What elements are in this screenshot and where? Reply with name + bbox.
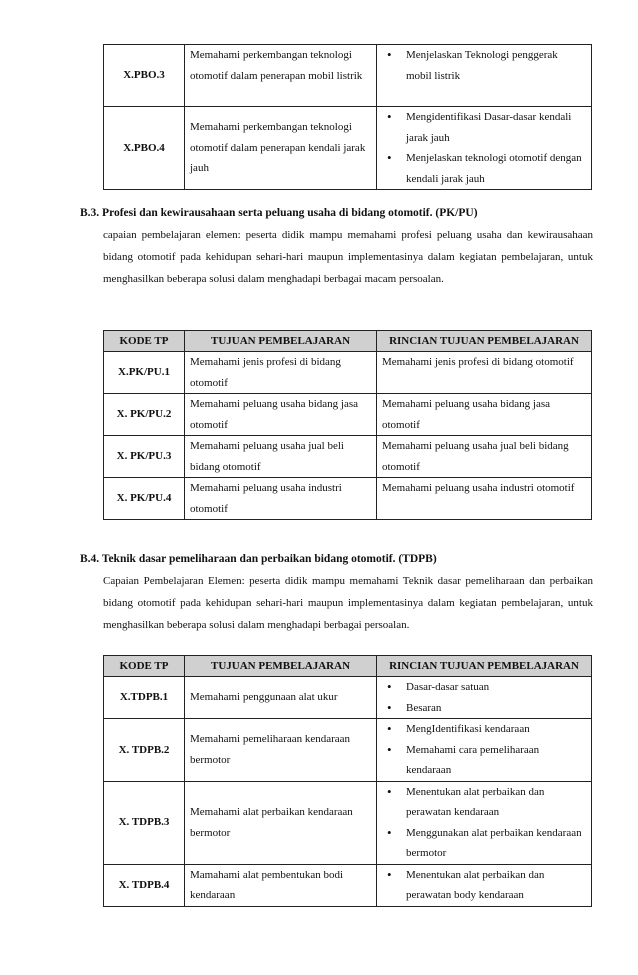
list-item: • Memahami cara pemeliharaan kendaraan xyxy=(382,740,586,781)
tujuan-cell: Memahami alat perbaikan kendaraan bermotor xyxy=(185,781,377,864)
table-row xyxy=(104,45,592,107)
table-row xyxy=(104,677,592,719)
tujuan-cell: Mamahami alat pembentukan bodi kendaraan xyxy=(185,864,377,906)
rincian-cell xyxy=(377,719,592,782)
rincian-cell xyxy=(377,45,592,107)
pkpu-table xyxy=(103,330,592,520)
section-heading-b4: B.4. Teknik dasar pemeliharaan dan perbaikan bidang otomotif. (TDPB) xyxy=(80,553,437,565)
header-rincian: RINCIAN TUJUAN PEMBELAJARAN xyxy=(377,331,592,352)
table-row xyxy=(104,394,592,436)
rincian-cell xyxy=(377,864,592,906)
kode-tp-cell: X. TDPB.4 xyxy=(104,864,185,906)
header-kode-tp: KODE TP xyxy=(104,331,185,352)
tujuan-cell: Memahami pemeliharaan kendaraan bermotor xyxy=(185,719,377,782)
kode-tp-cell: X.PBO.3 xyxy=(104,45,185,107)
tujuan-cell: Memahami perkembangan teknologi otomotif dalam penerapan kendali jarak jauh xyxy=(185,107,377,190)
table-header-row xyxy=(104,331,592,352)
list-item: • Menentukan alat perbaikan dan perawatan body kendaraan xyxy=(382,865,586,906)
list-item: • Mengidentifikasi Dasar-dasar kendali jarak jauh xyxy=(382,107,586,148)
table-row xyxy=(104,478,592,520)
tujuan-cell: Memahami penggunaan alat ukur xyxy=(185,677,377,719)
tujuan-cell: Memahami peluang usaha industri otomotif xyxy=(185,478,377,520)
rincian-cell: Memahami jenis profesi di bidang otomotif xyxy=(377,352,592,394)
kode-tp-cell: X. PK/PU.2 xyxy=(104,394,185,436)
section-paragraph-b4: Capaian Pembelajaran Elemen: peserta didik mampu memahami Teknik dasar pemeliharaan dan perbaikan bidang otomotif pada kehidupan sehari-hari maupun implementasinya dalam kegiatan pembelajaran, untuk menghasilkan beberapa solusi dalam menghadapi berbagai persoalan. xyxy=(103,575,593,631)
table-row xyxy=(104,436,592,478)
table-row xyxy=(104,781,592,864)
tujuan-cell: Memahami perkembangan teknologi otomotif dalam penerapan mobil listrik xyxy=(185,45,377,107)
table-header-row xyxy=(104,656,592,677)
header-kode-tp: KODE TP xyxy=(104,656,185,677)
header-tujuan: TUJUAN PEMBELAJARAN xyxy=(185,656,377,677)
header-rincian: RINCIAN TUJUAN PEMBELAJARAN xyxy=(377,656,592,677)
rincian-cell xyxy=(377,107,592,190)
kode-tp-cell: X.TDPB.1 xyxy=(104,677,185,719)
table-row xyxy=(104,864,592,906)
list-item: • Menentukan alat perbaikan dan perawatan kendaraan xyxy=(382,782,586,823)
list-item: • Menjelaskan teknologi otomotif dengan kendali jarak jauh xyxy=(382,148,586,189)
table-row xyxy=(104,107,592,190)
list-item: • Menggunakan alat perbaikan kendaraan bermotor xyxy=(382,823,586,864)
header-tujuan: TUJUAN PEMBELAJARAN xyxy=(185,331,377,352)
rincian-cell: Memahami peluang usaha jual beli bidang otomotif xyxy=(377,436,592,478)
list-item: • MengIdentifikasi kendaraan xyxy=(382,719,586,740)
kode-tp-cell: X. TDPB.3 xyxy=(104,781,185,864)
list-item: • Besaran xyxy=(382,698,586,719)
kode-tp-cell: X.PBO.4 xyxy=(104,107,185,190)
rincian-cell: Memahami peluang usaha industri otomotif xyxy=(377,478,592,520)
rincian-cell xyxy=(377,781,592,864)
kode-tp-cell: X. PK/PU.4 xyxy=(104,478,185,520)
kode-tp-cell: X. PK/PU.3 xyxy=(104,436,185,478)
tujuan-cell: Memahami peluang usaha jual beli bidang otomotif xyxy=(185,436,377,478)
section-paragraph-b3: capaian pembelajaran elemen: peserta didik mampu memahami profesi peluang usaha dan kewirausahaan bidang otomotif pada kehidupan sehari-hari maupun implementasinya dalam kegiatan pembelajaran, untuk menghasilkan beberapa solusi dalam menghadapi berbagai macam persoalan. xyxy=(103,229,593,285)
rincian-cell xyxy=(377,677,592,719)
tdpb-table xyxy=(103,655,592,907)
table-row xyxy=(104,352,592,394)
pbo-table xyxy=(103,44,592,190)
tujuan-cell: Memahami jenis profesi di bidang otomotif xyxy=(185,352,377,394)
list-item: • Menjelaskan Teknologi penggerak mobil listrik xyxy=(382,45,586,86)
table-row xyxy=(104,719,592,782)
rincian-cell: Memahami peluang usaha bidang jasa otomotif xyxy=(377,394,592,436)
kode-tp-cell: X. TDPB.2 xyxy=(104,719,185,782)
tujuan-cell: Memahami peluang usaha bidang jasa otomotif xyxy=(185,394,377,436)
list-item: • Dasar-dasar satuan xyxy=(382,677,586,698)
kode-tp-cell: X.PK/PU.1 xyxy=(104,352,185,394)
section-heading-b3: B.3. Profesi dan kewirausahaan serta peluang usaha di bidang otomotif. (PK/PU) xyxy=(80,207,478,219)
